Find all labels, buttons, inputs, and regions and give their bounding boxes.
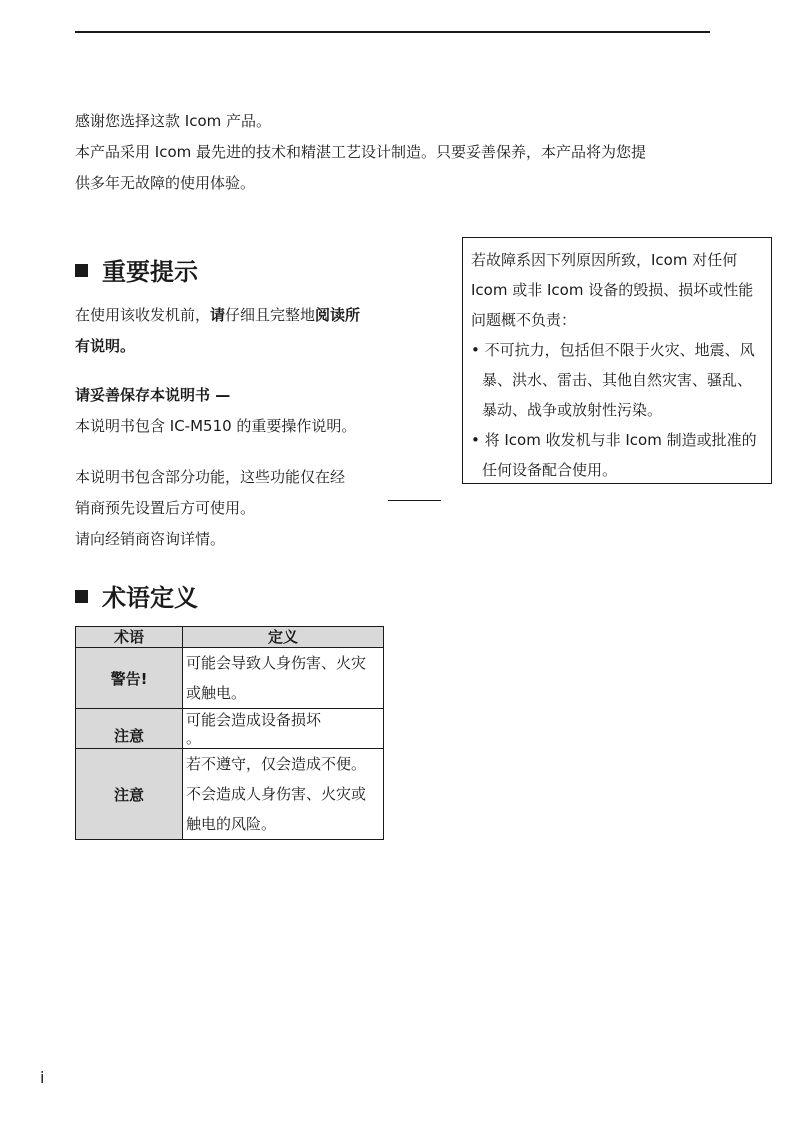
dealer-note-line-3: 请向经销商咨询详情。 [75,530,226,548]
table-header-row [76,627,384,648]
keep-manual-heading: 请妥善保存本说明书 — [75,386,231,404]
page-number: i [40,1068,45,1087]
header-definition: 定义 [183,627,384,648]
disclaimer-line-2: Icom 或非 Icom 设备的毁损、损坏或性能 [471,281,754,299]
disclaimer-line-3: 问题概不负责： [471,311,577,329]
definition-warning: 可能会导致人身伤害、火灾或触电。 [183,648,384,709]
intro-line-1: 感谢您选择这款 Icom 产品。 [75,112,271,130]
terms-heading: 术语定义 [75,583,198,613]
short-rule [388,500,441,501]
square-bullet-icon [75,590,88,603]
table-row [76,648,384,709]
disclaimer-box [462,237,772,484]
intro-line-3: 供多年无故障的使用体验。 [75,174,256,192]
term-caution-2: 注意 [76,749,183,840]
read-instructions-text-cont: 有说明。 [75,337,136,355]
dealer-note-line-2: 销商预先设置后方可使用。 [75,499,256,517]
keep-manual-section [75,380,385,442]
intro-line-2: 本产品采用 Icom 最先进的技术和精湛工艺设计制造。只要妥善保养，本产品将为您提 [75,143,646,161]
important-body [75,300,385,362]
keep-manual-text: 本说明书包含 IC-M510 的重要操作说明。 [75,417,357,435]
top-rule [75,31,710,33]
term-warning: 警告! [76,648,183,709]
intro-section [75,106,715,199]
header-term: 术语 [76,627,183,648]
disclaimer-bullet: • 将 Icom 收发机与非 Icom 制造或批准的任何设备配合使用。 [471,431,757,479]
read-instructions-text: 在使用该收发机前，请仔细且完整地阅读所 [75,306,361,324]
table-row [76,709,384,749]
definition-caution: 可能会造成设备损坏 。 [183,709,384,749]
term-caution: 注意 [76,709,183,749]
disclaimer-line-1: 若故障系因下列原因所致，Icom 对任何 [471,251,738,269]
definition-caution-2: 若不遵守，仅会造成不便。不会造成人身伤害、火灾或触电的风险。 [183,749,384,840]
disclaimer-bullet: • 不可抗力，包括但不限于火灾、地震、风暴、洪水、雷击、其他自然灾害、骚乱、暴动、战争或放射性污染。 [471,341,755,419]
square-bullet-icon [75,264,88,277]
table-row [76,749,384,840]
terms-table [75,626,384,840]
dealer-note-line-1: 本说明书包含部分功能，这些功能仅在经 [75,468,346,486]
dealer-note [75,462,385,555]
important-heading: 重要提示 [75,257,198,287]
